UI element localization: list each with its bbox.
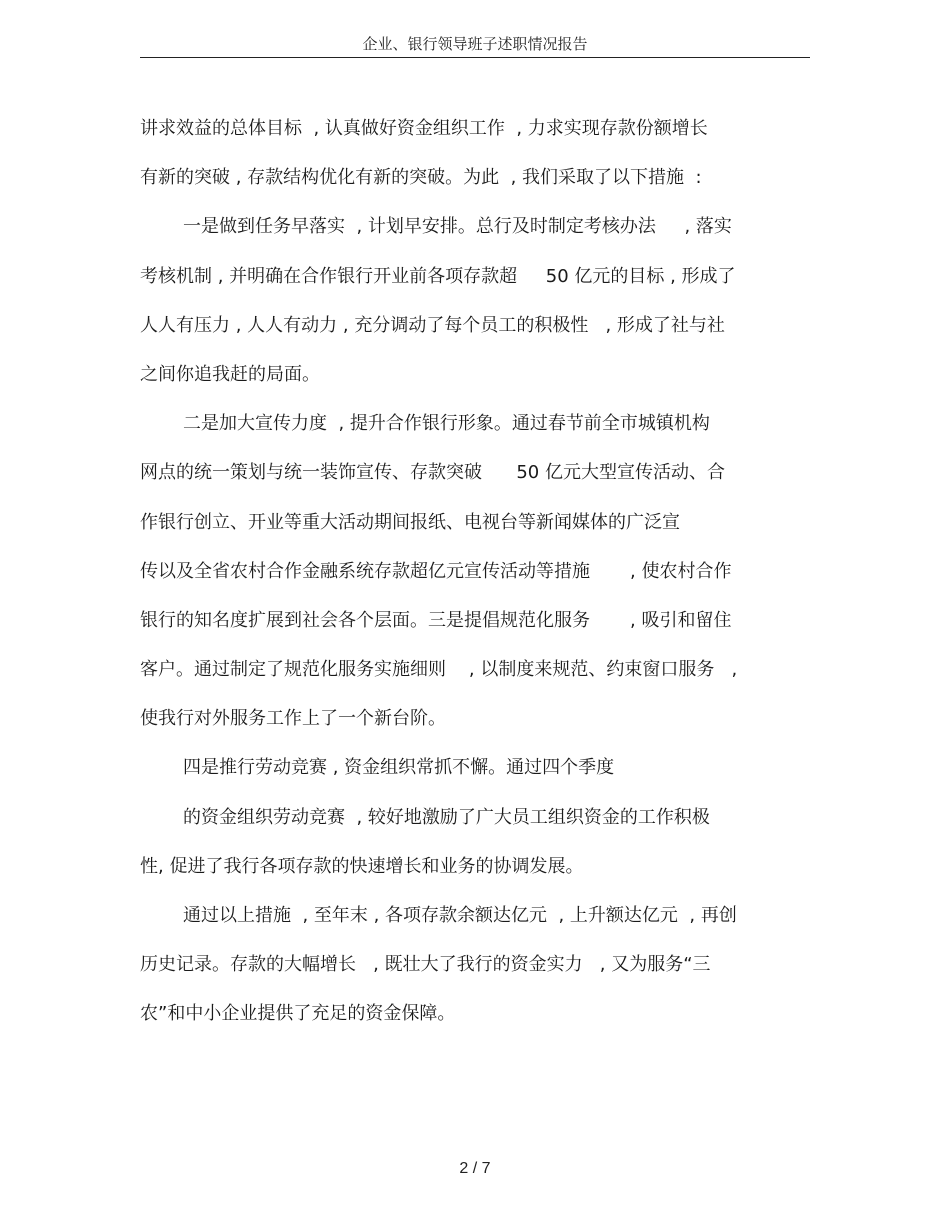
text-line: 农”和中小企业提供了充足的资金保障。 xyxy=(140,1003,456,1025)
text-line: 作银行创立、开业等重大活动期间报纸、电视台等新闻媒体的广泛宣 xyxy=(140,511,680,533)
page-number: 2 / 7 xyxy=(459,1160,491,1177)
text-line: 的资金组织劳动竞赛 , 较好地激励了广大员工组织资金的工作积极 xyxy=(183,806,710,828)
text-line: 人人有压力 , 人人有动力 , 充分调动了每个员工的积极性 , 形成了社与社 xyxy=(140,314,725,336)
body-text xyxy=(140,104,820,1039)
text-line: 银行的知名度扩展到社会各个层面。三是提倡规范化服务 , 吸引和留住 xyxy=(140,609,732,631)
paragraph-start-line: 通过以上措施 , 至年末 , 各项存款余额达亿元 , 上升额达亿元 , 再创 xyxy=(183,905,737,926)
paragraph-start-line: 二是加大宣传力度 , 提升合作银行形象。通过春节前全市城镇机构 xyxy=(183,413,710,435)
text-line: 传以及全省农村合作金融系统存款超亿元宣传活动等措施 , 使农村合作 xyxy=(140,560,732,582)
paragraph-start-line: 四是推行劳动竞赛 , 资金组织常抓不懈。通过四个季度 xyxy=(183,757,615,779)
text-line: 性, 促进了我行各项存款的快速增长和业务的协调发展。 xyxy=(140,855,584,877)
text-line: 讲求效益的总体目标 , 认真做好资金组织工作 , 力求实现存款份额增长 xyxy=(140,118,708,139)
header-divider xyxy=(140,57,810,58)
text-line: 使我行对外服务工作上了一个新台阶。 xyxy=(140,708,446,730)
running-header-title: 企业、银行领导班子述职情况报告 xyxy=(362,35,588,53)
text-line: 有新的突破 , 存款结构优化有新的突破。为此 , 我们采取了以下措施 : xyxy=(140,167,702,189)
text-line: 历史记录。存款的大幅增长 , 既壮大了我行的资金实力 , 又为服务“三 xyxy=(140,954,711,976)
text-line: 之间你追我赶的局面。 xyxy=(140,363,320,385)
text-line: 考核机制 , 并明确在合作银行开业前各项存款超 50 亿元的目标 , 形成了 xyxy=(140,265,736,287)
text-line: 客户。通过制定了规范化服务实施细则 , 以制度来规范、约束窗口服务 , xyxy=(140,659,738,681)
paragraph-start-line: 一是做到任务早落实 , 计划早安排。总行及时制定考核办法 , 落实 xyxy=(183,216,732,238)
text-line: 网点的统一策划与统一装饰宣传、存款突破 50 亿元大型宣传活动、合 xyxy=(140,462,725,484)
